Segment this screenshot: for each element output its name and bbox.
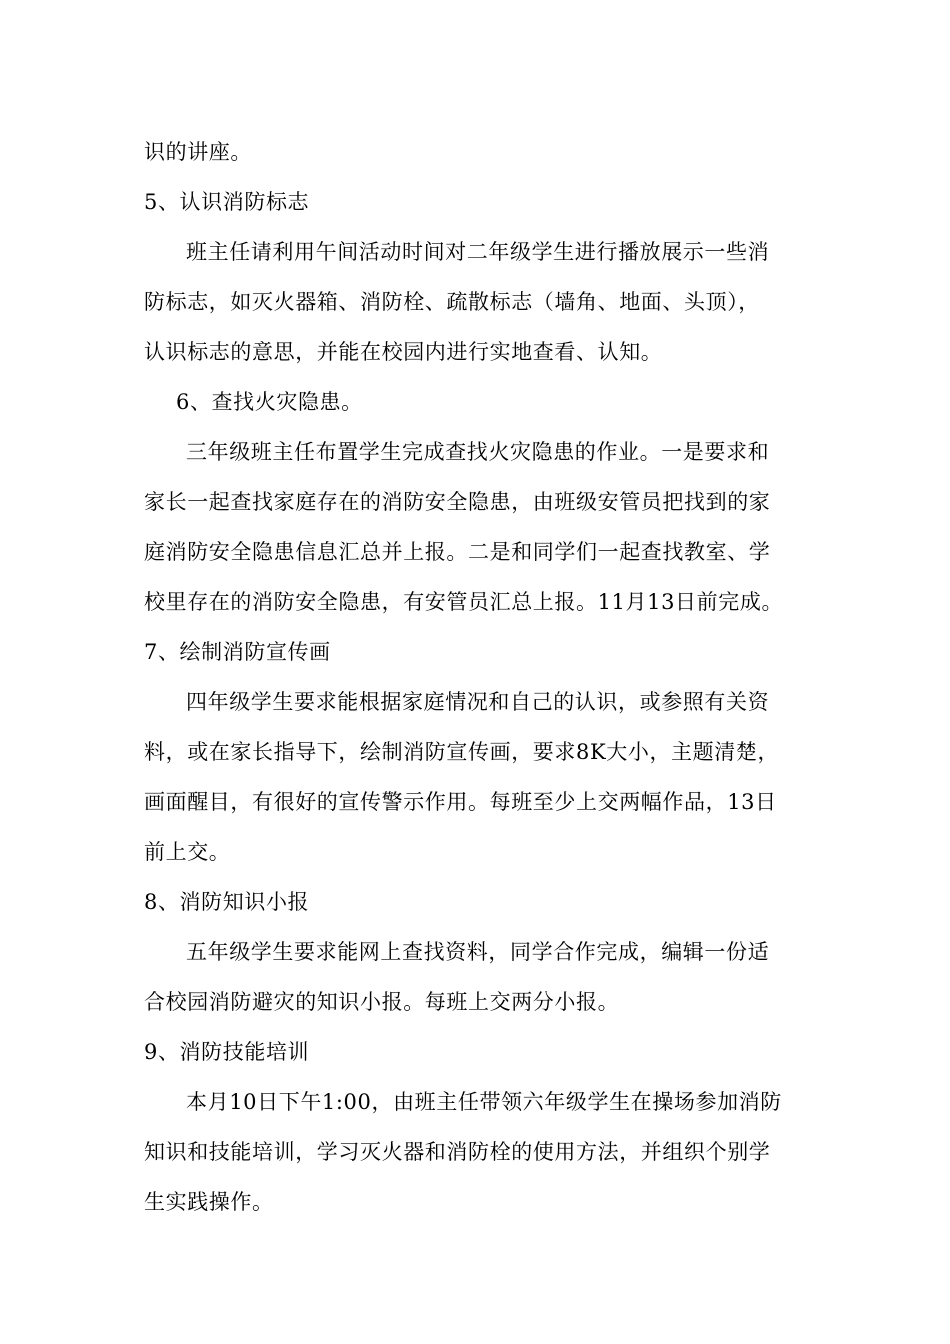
section-heading-8: 8、消防知识小报 [144, 890, 310, 914]
section-heading-5: 5、认识消防标志 [144, 190, 310, 214]
paragraph-line: 前上交。 [144, 840, 231, 864]
paragraph-line: 五年级学生要求能网上查找资料，同学合作完成，编辑一份适 [186, 940, 770, 964]
paragraph-line: 认识标志的意思，并能在校园内进行实地查看、认知。 [144, 340, 663, 364]
paragraph-line: 三年级班主任布置学生完成查找火灾隐患的作业。一是要求和 [186, 440, 770, 464]
paragraph-line: 校里存在的消防安全隐患，有安管员汇总上报。11月13日前完成。 [144, 590, 784, 614]
paragraph-line: 料，或在家长指导下，绘制消防宣传画，要求8K大小，主题清楚， [144, 740, 780, 764]
paragraph-line: 防标志，如灭火器箱、消防栓、疏散标志（墙角、地面、头顶）， [144, 290, 760, 314]
paragraph-line: 四年级学生要求能根据家庭情况和自己的认识，或参照有关资 [186, 690, 770, 714]
paragraph-line: 合校园消防避灾的知识小报。每班上交两分小报。 [144, 990, 620, 1014]
paragraph-line: 生实践操作。 [144, 1190, 274, 1214]
paragraph-line: 班主任请利用午间活动时间对二年级学生进行播放展示一些消 [186, 240, 770, 264]
paragraph-line: 知识和技能培训，学习灭火器和消防栓的使用方法，并组织个别学 [144, 1140, 771, 1164]
section-heading-7: 7、绘制消防宣传画 [144, 640, 331, 664]
paragraph-line: 画面醒目，有很好的宣传警示作用。每班至少上交两幅作品，13日 [144, 790, 777, 814]
paragraph-line: 本月10日下午1:00，由班主任带领六年级学生在操场参加消防 [186, 1090, 782, 1114]
section-heading-9: 9、消防技能培训 [144, 1040, 310, 1064]
paragraph-line: 家长一起查找家庭存在的消防安全隐患，由班级安管员把找到的家 [144, 490, 771, 514]
section-heading-6: 6、查找火灾隐患。 [176, 390, 363, 414]
paragraph-line: 识的讲座。 [144, 140, 252, 164]
paragraph-line: 庭消防安全隐患信息汇总并上报。二是和同学们一起查找教室、学 [144, 540, 771, 564]
